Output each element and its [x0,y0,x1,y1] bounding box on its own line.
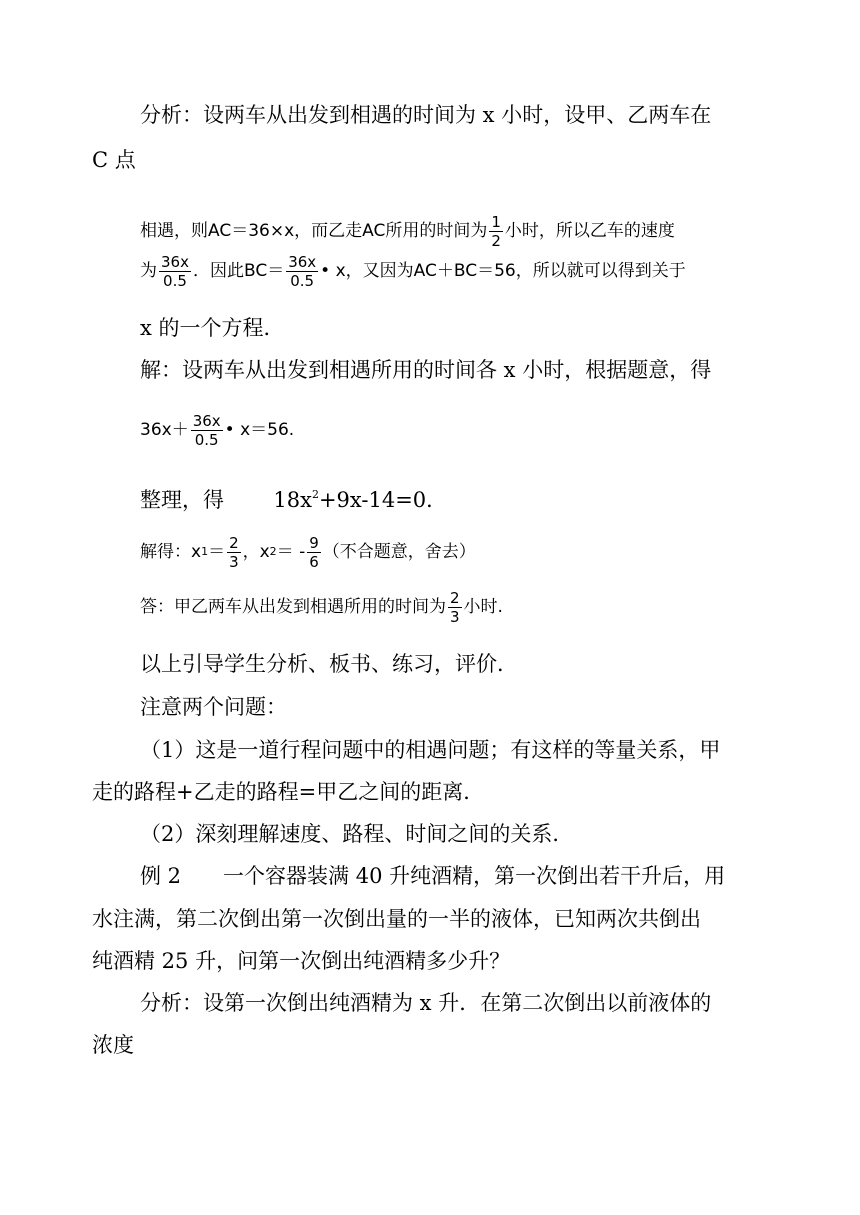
example-2-analysis-line-1: 分析：设第一次倒出纯酒精为 x 升．在第二次倒出以前液体的 [140,991,712,1015]
fraction-one-half [489,213,503,250]
arrange-line [140,482,447,513]
answer-text: 答：甲乙两车从出发到相遇所用的时间为 [140,597,446,617]
fraction-speed-repeat [286,253,318,290]
analysis-line-3-text-end: 小时，所以乙车的速度 [504,221,675,241]
arrange-exponent: 2 [311,488,319,501]
equation-right: • x＝56. [224,420,295,440]
fraction-numerator: 36x [192,411,221,430]
point-1-line-1: （1）这是一道行程问题中的相遇问题；有这样的等量关系，甲 [140,738,721,762]
answer-text-end: 小时. [463,597,503,617]
attention-heading: 注意两个问题： [140,695,287,719]
root2-subscript: 2 [269,545,277,558]
analysis-line-4 [140,246,686,296]
roots-equals-1: ＝ [208,542,226,562]
fraction-denominator: 0.5 [163,271,187,290]
roots-label: 解得：x [140,542,202,562]
example-2-line-1: 例 2 一个容器装满 40 升纯酒精，第一次倒出若干升后，用 [140,864,726,888]
fraction-numerator: 9 [309,533,319,552]
roots-line [140,527,476,577]
fraction-denominator: 2 [491,231,501,250]
example-2-analysis-line-2: 浓度 [92,1033,134,1057]
fraction-numerator: 36x [288,252,317,271]
fraction-numerator: 36x [161,252,189,271]
guide-line: 以上引导学生分析、板书、练习，评价． [140,652,518,676]
fraction-speed [159,253,191,290]
equation-line [140,405,294,455]
analysis-line-2: C 点 [92,148,136,172]
fraction-numerator: 2 [450,588,460,607]
point-2: （2）深刻理解速度、路程、时间之间的关系． [140,822,574,846]
fraction-denominator: 0.5 [290,271,315,290]
analysis-line-3-text: 相遇，则AC＝36×x，而乙走AC所用的时间为 [140,221,488,241]
point-1-line-2: 走的路程+乙走的路程=甲乙之间的距离． [92,780,485,804]
fraction-root1 [227,534,241,571]
analysis-line-4-text: 为 [140,261,157,281]
arrange-label: 整理，得 [140,488,224,512]
fraction-numerator: 1 [491,212,501,231]
fraction-equation [191,412,223,449]
fraction-denominator: 3 [450,607,460,626]
analysis-line-4-mid: ．因此BC＝ [192,261,285,281]
example-2-line-2: 水注满，第二次倒出第一次倒出量的一半的液体，已知两次共倒出 [92,907,701,931]
arrange-term: 18x [273,488,312,512]
fraction-answer [448,589,462,626]
analysis-line-1: 分析：设两车从出发到相遇的时间为 x 小时，设甲、乙两车在 [140,103,712,127]
roots-equals-2: ＝ - [276,542,306,562]
roots-note: （不合题意，舍去） [322,542,476,562]
roots-separator: ，x [242,542,270,562]
fraction-denominator: 3 [229,552,239,571]
example-2-line-3: 纯酒精 25 升，问第一次倒出纯酒精多少升？ [92,949,511,973]
analysis-line-4-end: • x，又因为AC＋BC＝56，所以就可以得到关于 [320,261,686,281]
fraction-root2 [307,534,321,571]
arrange-rest: +9x-14=0． [318,488,448,512]
solution-line-1: 解：设两车从出发到相遇所用的时间各 x 小时，根据题意，得 [140,358,712,382]
answer-line [140,582,503,632]
fraction-denominator: 0.5 [194,430,219,449]
fraction-denominator: 6 [309,552,319,571]
fraction-numerator: 2 [229,533,239,552]
equation-left: 36x＋ [140,420,189,440]
root1-subscript: 1 [201,545,209,558]
analysis-line-5: x 的一个方程． [140,316,285,340]
